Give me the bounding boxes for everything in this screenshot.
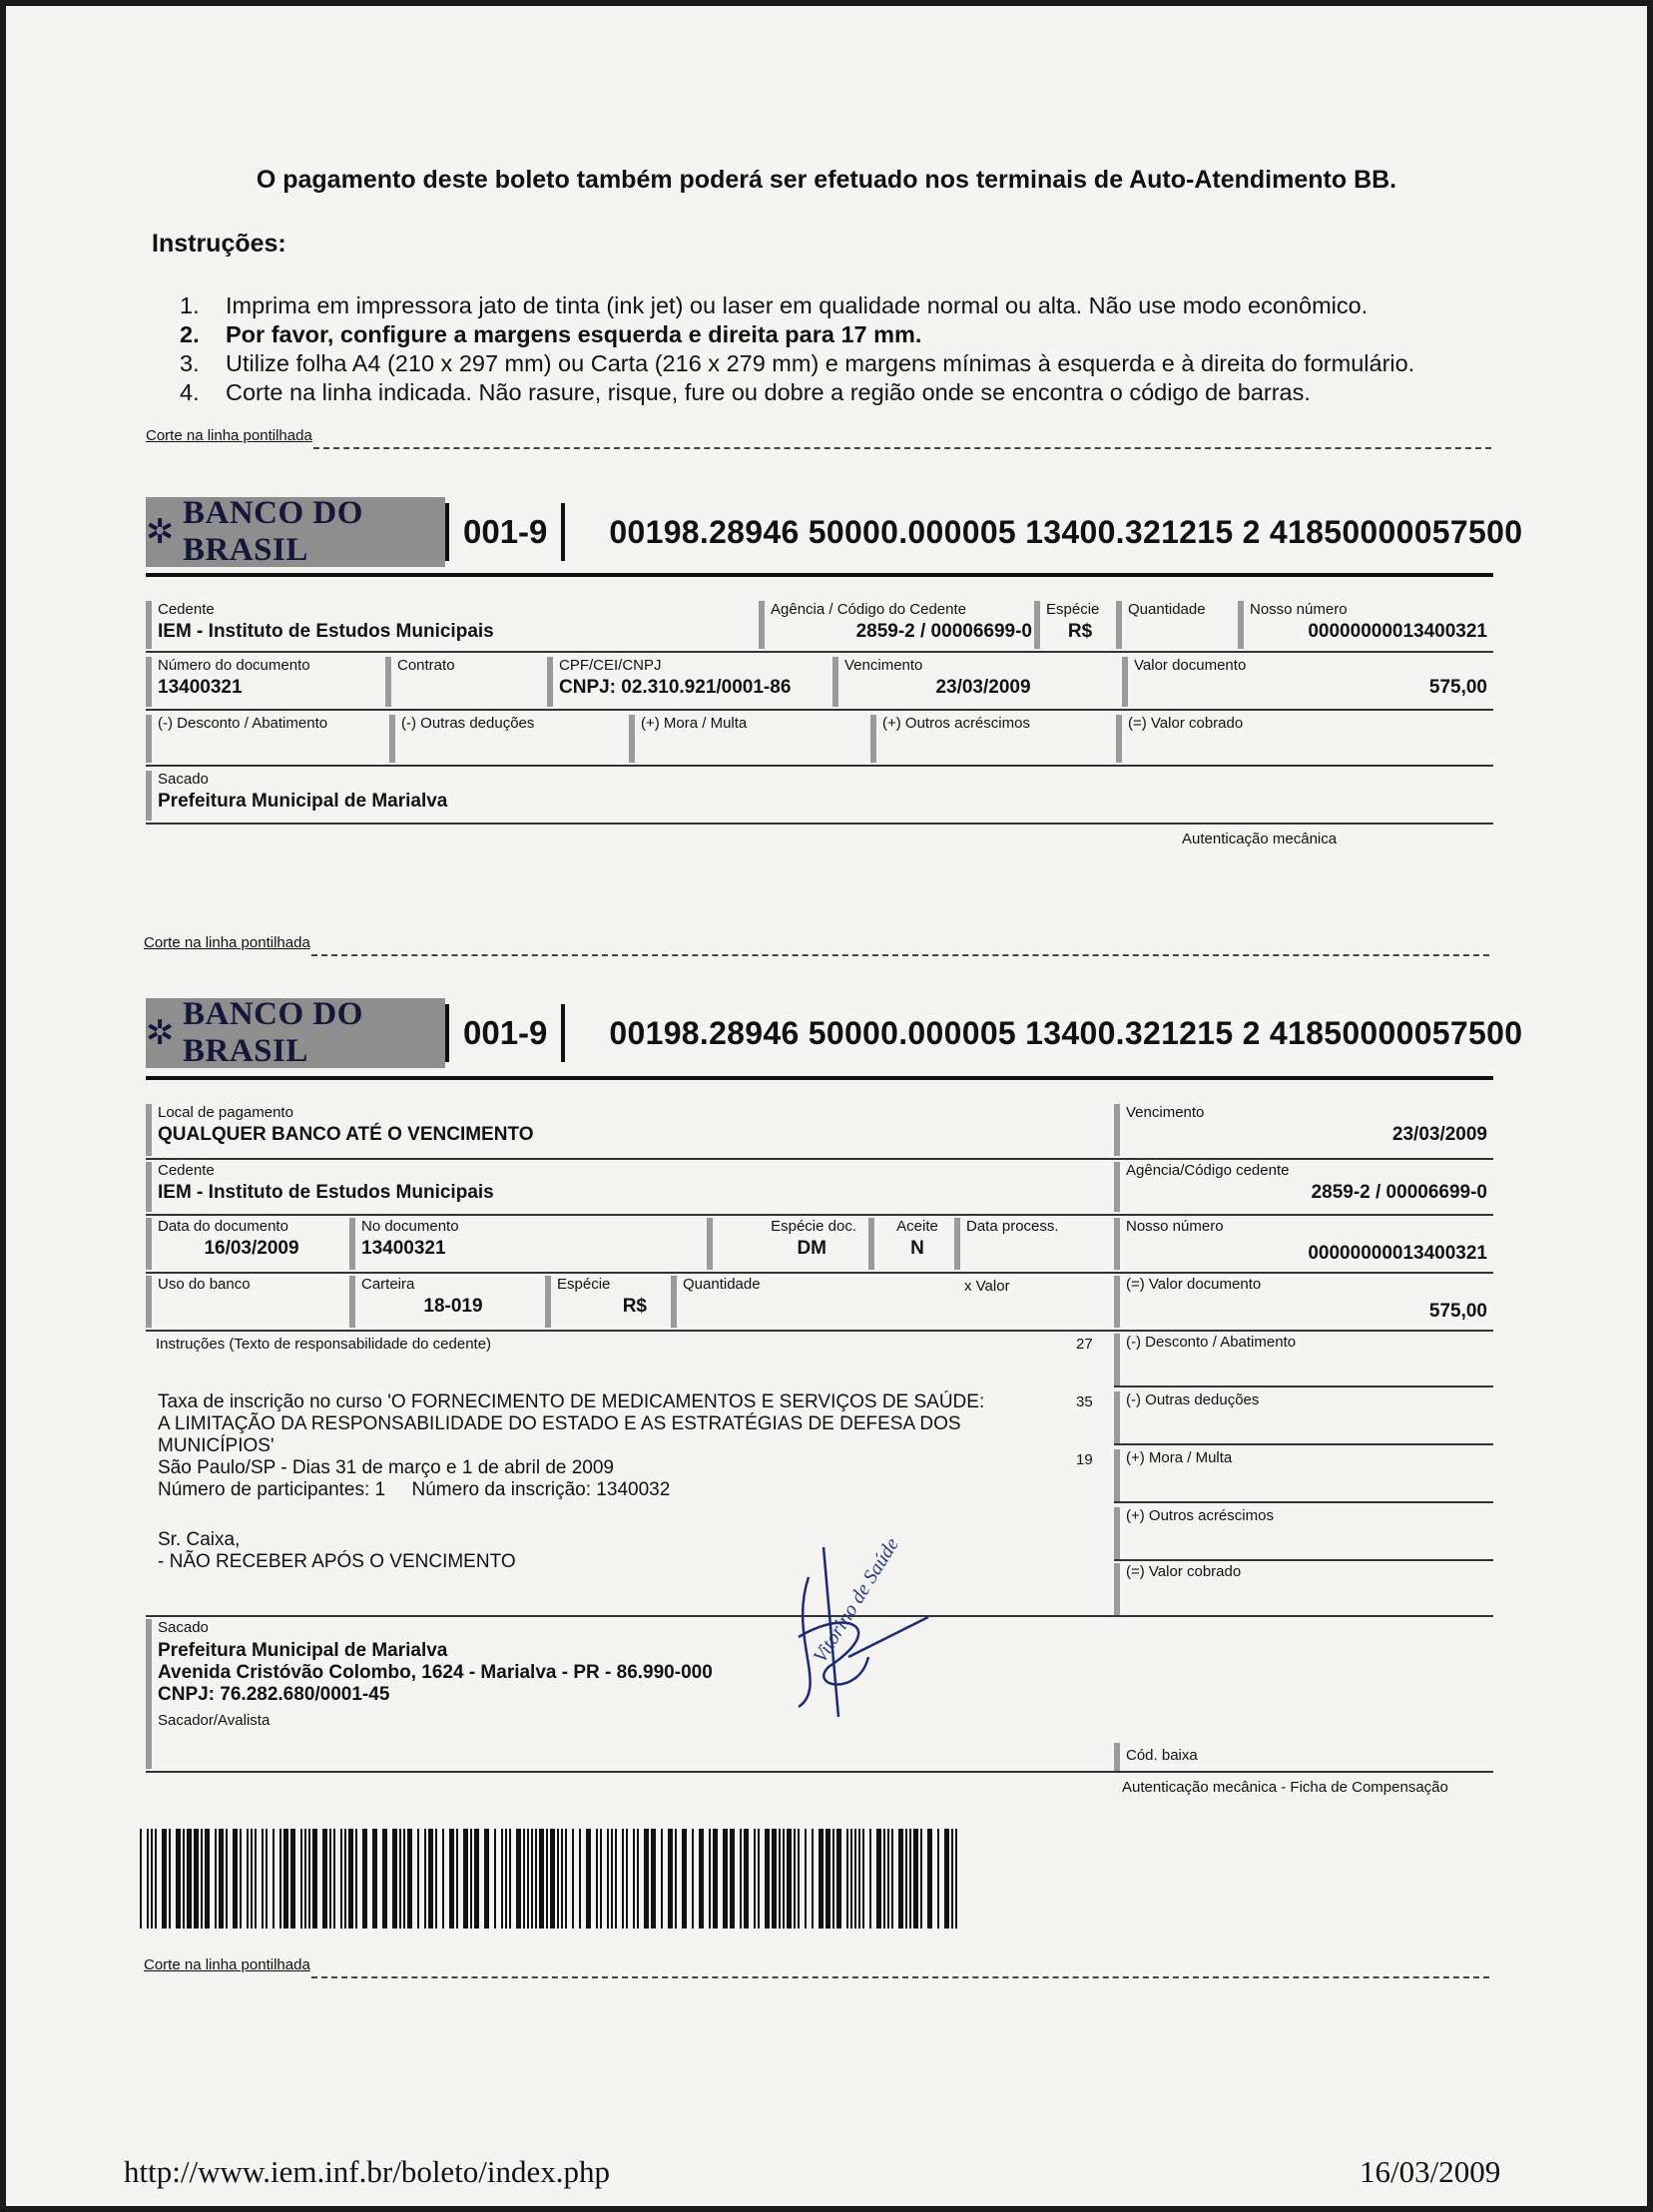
- barcode-bar: [183, 1829, 185, 1929]
- barcode-bar: [546, 1829, 548, 1929]
- agencia-field: Agência / Código do Cedente 2859-2 / 00006699-0: [759, 601, 1038, 649]
- barcode-bar: [219, 1829, 224, 1929]
- barcode-bar: [836, 1829, 841, 1929]
- barcode-bar: [723, 1829, 728, 1929]
- barcode-bar: [740, 1829, 742, 1929]
- side-number: 35: [1076, 1393, 1093, 1410]
- barcode-bar: [572, 1829, 574, 1929]
- barcode-bar: [322, 1829, 327, 1929]
- barcode-bar: [772, 1829, 777, 1929]
- barcode-bar: [255, 1829, 257, 1929]
- numero-documento-field: No documento 13400321: [349, 1218, 709, 1270]
- barcode-bar: [176, 1829, 181, 1929]
- instrucoes-label: Instruções (Texto de responsabilidade do cedente): [156, 1336, 492, 1353]
- header-rule: [146, 573, 1493, 577]
- local-pagamento-field: Local de pagamento QUALQUER BANCO ATÉ O VENCIMENTO: [146, 1104, 1114, 1156]
- barcode-bar: [147, 1829, 149, 1929]
- data-process-field: Data process.: [954, 1218, 1114, 1270]
- barcode-bar: [340, 1829, 342, 1929]
- bank-logo: ✲ BANCO DO BRASIL: [146, 497, 445, 567]
- barcode-bar: [300, 1829, 302, 1929]
- nosso-numero-field: Nosso número 00000000013400321: [1114, 1218, 1493, 1270]
- valor-cobrado-field: (=) Valor cobrado: [1116, 715, 1493, 763]
- barcode-bar: [240, 1829, 242, 1929]
- barcode-bar: [527, 1829, 529, 1929]
- barcode-bar: [787, 1829, 792, 1929]
- sacado-field: Sacado Prefeitura Municipal de Marialva Avenida Cristóvão Colombo, 1624 - Marialva - PR - 86.990-000 CNPJ: 76.282.680/0001-45 Sacador/Avalista: [146, 1619, 1114, 1769]
- barcode-bar: [329, 1829, 331, 1929]
- barcode-bar: [955, 1829, 957, 1929]
- valor-documento-field: (=) Valor documento 575,00: [1114, 1276, 1493, 1328]
- barcode-bar: [858, 1829, 860, 1929]
- barcode-bar: [951, 1829, 953, 1929]
- barcode-bar: [151, 1829, 153, 1929]
- barcode-bar: [470, 1829, 472, 1929]
- barcode-bar: [596, 1829, 598, 1929]
- barcode-bar: [501, 1829, 503, 1929]
- instruction-item: 1. Imprima em impressora jato de tinta (ink jet) ou laser em qualidade normal ou alta. Não use modo econômico.: [180, 292, 1369, 318]
- barcode-bar: [215, 1829, 217, 1929]
- bank-header: [146, 497, 1522, 567]
- side-number: 27: [1076, 1336, 1093, 1353]
- barcode-bar: [615, 1829, 617, 1929]
- barcode-bar: [944, 1829, 949, 1929]
- barcode-bar: [535, 1829, 537, 1929]
- barcode-bar: [909, 1829, 911, 1929]
- barcode-bar: [399, 1829, 401, 1929]
- barcode-bar: [713, 1829, 718, 1929]
- side-number: 19: [1076, 1451, 1093, 1468]
- instrucoes-text: Taxa de inscrição no curso 'O FORNECIMENTO DE MEDICAMENTOS E SERVIÇOS DE SAÚDE: A LIMITAÇÃO DA RESPONSABILIDADE DO ESTADO E AS ESTRATÉGIAS DE DEFESA DOS MUNICÍPIOS' São Paulo/SP - Dias 31 de março e 1 de abril de 2009 Número de participantes: 1 Número da inscrição: 1340032: [158, 1391, 985, 1500]
- cod-baixa-field: Cód. baixa: [1114, 1743, 1493, 1771]
- bank-code: 001-9: [463, 1014, 548, 1051]
- footer-url: http://www.iem.inf.br/boleto/index.php: [124, 2154, 611, 2189]
- barcode-bar: [266, 1829, 268, 1929]
- agencia-field: Agência/Código cedente 2859-2 / 00006699-0: [1114, 1162, 1493, 1212]
- especie-doc-field: Espécie doc. DM: [707, 1218, 866, 1270]
- barcode-bar: [550, 1829, 555, 1929]
- barcode-bar: [162, 1829, 167, 1929]
- barcode-bar: [424, 1829, 426, 1929]
- barcode-bar: [607, 1829, 609, 1929]
- caixa-note: Sr. Caixa, - NÃO RECEBER APÓS O VENCIMENTO: [158, 1529, 516, 1572]
- barcode-bar: [675, 1829, 677, 1929]
- quantidade-field: Quantidade: [671, 1276, 960, 1328]
- barcode-bar: [247, 1829, 249, 1929]
- barcode-bar: [898, 1829, 903, 1929]
- barcode-bar: [626, 1829, 628, 1929]
- barcode-bar: [709, 1829, 711, 1929]
- instruction-item: 4. Corte na linha indicada. Não rasure, risque, fure ou dobre a região onde se encontra o código de barras.: [180, 379, 1311, 405]
- barcode-bar: [586, 1829, 591, 1929]
- barcode-bar: [494, 1829, 496, 1929]
- barcode-bar: [668, 1829, 673, 1929]
- cedente-field: Cedente IEM - Instituto de Estudos Municipais: [146, 601, 755, 649]
- barcode-bar: [456, 1829, 458, 1929]
- barcode-bar: [876, 1829, 881, 1929]
- barcode-bar: [187, 1829, 192, 1929]
- barcode-bar: [308, 1829, 310, 1929]
- barcode-bar: [463, 1829, 468, 1929]
- barcode-bar: [854, 1829, 856, 1929]
- valor-documento-field: Valor documento 575,00: [1122, 657, 1493, 707]
- outras-deducoes-field: (-) Outras deduções: [1114, 1391, 1493, 1443]
- barcode-bar: [730, 1829, 735, 1929]
- barcode-bar: [205, 1829, 210, 1929]
- barcode-bar: [819, 1829, 824, 1929]
- barcode-bar: [140, 1829, 142, 1929]
- barcode-bar: [531, 1829, 533, 1929]
- especie-field: Espécie R$: [1034, 601, 1114, 649]
- barcode-bar: [783, 1829, 785, 1929]
- barcode-bar: [826, 1829, 830, 1929]
- barcode-bar: [579, 1829, 581, 1929]
- barcode-bar: [651, 1829, 656, 1929]
- barcode-bar: [290, 1829, 295, 1929]
- barcode-bar: [279, 1829, 281, 1929]
- barcode-bar: [304, 1829, 306, 1929]
- cedente-field: Cedente IEM - Instituto de Estudos Municipais: [146, 1162, 1114, 1212]
- cut-line: [311, 954, 1489, 956]
- barcode-bar: [779, 1829, 781, 1929]
- outros-acrescimos-field: (+) Outros acréscimos: [870, 715, 1120, 763]
- outros-acrescimos-field: (+) Outros acréscimos: [1114, 1507, 1493, 1559]
- cut-label: Corte na linha pontilhada: [144, 934, 310, 951]
- barcode: [140, 1829, 960, 1929]
- digitable-line: 00198.28946 50000.000005 13400.321215 2 41850000057500: [609, 1014, 1523, 1051]
- header-rule: [146, 1076, 1493, 1080]
- bank-logo: ✲ BANCO DO BRASIL: [146, 998, 445, 1068]
- barcode-bar: [557, 1829, 559, 1929]
- barcode-bar: [505, 1829, 507, 1929]
- barcode-bar: [362, 1829, 367, 1929]
- footer-date: 16/03/2009: [1360, 2154, 1501, 2189]
- barcode-bar: [927, 1829, 932, 1929]
- barcode-bar: [754, 1829, 756, 1929]
- vencimento-field: Vencimento 23/03/2009: [1114, 1104, 1493, 1156]
- barcode-bar: [637, 1829, 639, 1929]
- barcode-bar: [832, 1829, 834, 1929]
- barcode-bar: [561, 1829, 563, 1929]
- barcode-bar: [692, 1829, 694, 1929]
- barcode-bar: [273, 1829, 275, 1929]
- barcode-bar: [312, 1829, 317, 1929]
- instruction-item: 3. Utilize folha A4 (210 x 297 mm) ou Carta (216 x 279 mm) e margens mínimas à esquerda e à direita do formulário.: [180, 350, 1415, 376]
- sacado-field: Sacado Prefeitura Municipal de Marialva: [146, 771, 1493, 821]
- stamp-text: Vitorino de Saúde: [809, 1533, 904, 1667]
- payment-notice: O pagamento deste boleto também poderá ser efetuado nos terminais de Auto-Atendimento BB.: [256, 166, 1397, 194]
- barcode-bar: [169, 1829, 171, 1929]
- barcode-bar: [407, 1829, 412, 1929]
- barcode-bar: [937, 1829, 939, 1929]
- barcode-bar: [850, 1829, 852, 1929]
- bank-header: [146, 998, 1522, 1068]
- barcode-bar: [201, 1829, 203, 1929]
- barcode-bar: [251, 1829, 253, 1929]
- cut-label: Corte na linha pontilhada: [146, 427, 312, 444]
- barcode-bar: [913, 1829, 918, 1929]
- digitable-line: 00198.28946 50000.000005 13400.321215 2 41850000057500: [609, 513, 1523, 550]
- barcode-bar: [226, 1829, 228, 1929]
- barcode-bar: [449, 1829, 454, 1929]
- desconto-field: (-) Desconto / Abatimento: [1114, 1334, 1493, 1385]
- barcode-bar: [862, 1829, 864, 1929]
- carteira-field: Carteira 18-019: [349, 1276, 545, 1328]
- barcode-bar: [344, 1829, 346, 1929]
- barcode-bar: [417, 1829, 419, 1929]
- barcode-bar: [846, 1829, 848, 1929]
- barcode-bar: [442, 1829, 444, 1929]
- barcode-bar: [539, 1829, 544, 1929]
- barcode-bar: [920, 1829, 922, 1929]
- mora-multa-field: (+) Mora / Multa: [629, 715, 868, 763]
- barcode-bar: [348, 1829, 353, 1929]
- barcode-bar: [661, 1829, 663, 1929]
- data-documento-field: Data do documento 16/03/2009: [146, 1218, 345, 1270]
- barcode-bar: [565, 1829, 567, 1929]
- barcode-bar: [333, 1829, 335, 1929]
- bb-logo-icon: ✲: [146, 1013, 175, 1053]
- barcode-bar: [372, 1829, 377, 1929]
- barcode-bar: [798, 1829, 800, 1929]
- barcode-bar: [765, 1829, 770, 1929]
- barcode-bar: [233, 1829, 238, 1929]
- barcode-bar: [758, 1829, 760, 1929]
- especie-field: Espécie R$: [545, 1276, 671, 1328]
- cut-line: [313, 447, 1491, 449]
- autenticacao-mecanica: Autenticação mecânica: [1182, 830, 1338, 847]
- barcode-bar: [355, 1829, 357, 1929]
- barcode-bar: [699, 1829, 704, 1929]
- barcode-bar: [262, 1829, 264, 1929]
- barcode-bar: [794, 1829, 796, 1929]
- cut-line: [311, 1976, 1489, 1978]
- barcode-bar: [682, 1829, 687, 1929]
- mora-multa-field: (+) Mora / Multa: [1114, 1449, 1493, 1501]
- barcode-bar: [600, 1829, 602, 1929]
- barcode-bar: [805, 1829, 807, 1929]
- numero-documento-field: Número do documento 13400321: [146, 657, 385, 707]
- x-valor-label: x Valor: [964, 1278, 1010, 1295]
- barcode-bar: [382, 1829, 387, 1929]
- barcode-bar: [633, 1829, 635, 1929]
- signature-stamp: [769, 1517, 948, 1737]
- barcode-bar: [644, 1829, 649, 1929]
- valor-cobrado-field: (=) Valor cobrado: [1114, 1563, 1493, 1615]
- barcode-bar: [812, 1829, 814, 1929]
- barcode-bar: [194, 1829, 199, 1929]
- bb-logo-icon: ✲: [146, 512, 175, 552]
- barcode-bar: [509, 1829, 511, 1929]
- bank-code: 001-9: [463, 513, 548, 550]
- barcode-bar: [611, 1829, 613, 1929]
- instruction-item: 2. Por favor, configure a margens esquerda e direita para 17 mm.: [180, 321, 922, 347]
- barcode-bar: [392, 1829, 397, 1929]
- barcode-bar: [744, 1829, 749, 1929]
- instructions-list: [180, 291, 1517, 407]
- barcode-bar: [905, 1829, 907, 1929]
- barcode-bar: [516, 1829, 521, 1929]
- desconto-field: (-) Desconto / Abatimento: [146, 715, 385, 763]
- cpf-cnpj-field: CPF/CEI/CNPJ CNPJ: 02.310.921/0001-86: [547, 657, 836, 707]
- barcode-bar: [283, 1829, 288, 1929]
- nosso-numero-field: Nosso número 00000000013400321: [1238, 601, 1493, 649]
- barcode-bar: [869, 1829, 871, 1929]
- barcode-bar: [474, 1829, 479, 1929]
- barcode-bar: [622, 1829, 624, 1929]
- contrato-field: Contrato: [385, 657, 539, 707]
- barcode-bar: [428, 1829, 433, 1929]
- quantidade-field: Quantidade: [1116, 601, 1236, 649]
- barcode-bar: [435, 1829, 437, 1929]
- aceite-field: Aceite N: [868, 1218, 954, 1270]
- vencimento-field: Vencimento 23/03/2009: [832, 657, 1122, 707]
- barcode-bar: [403, 1829, 405, 1929]
- barcode-bar: [891, 1829, 893, 1929]
- barcode-bar: [523, 1829, 525, 1929]
- instructions-title: Instruções:: [152, 230, 286, 258]
- uso-banco-field: Uso do banco: [146, 1276, 345, 1328]
- outras-deducoes-field: (-) Outras deduções: [389, 715, 629, 763]
- barcode-bar: [155, 1829, 157, 1929]
- barcode-bar: [883, 1829, 885, 1929]
- autenticacao-ficha: Autenticação mecânica - Ficha de Compensação: [1122, 1779, 1448, 1796]
- cut-label: Corte na linha pontilhada: [144, 1956, 310, 1973]
- barcode-bar: [484, 1829, 489, 1929]
- barcode-bar: [887, 1829, 889, 1929]
